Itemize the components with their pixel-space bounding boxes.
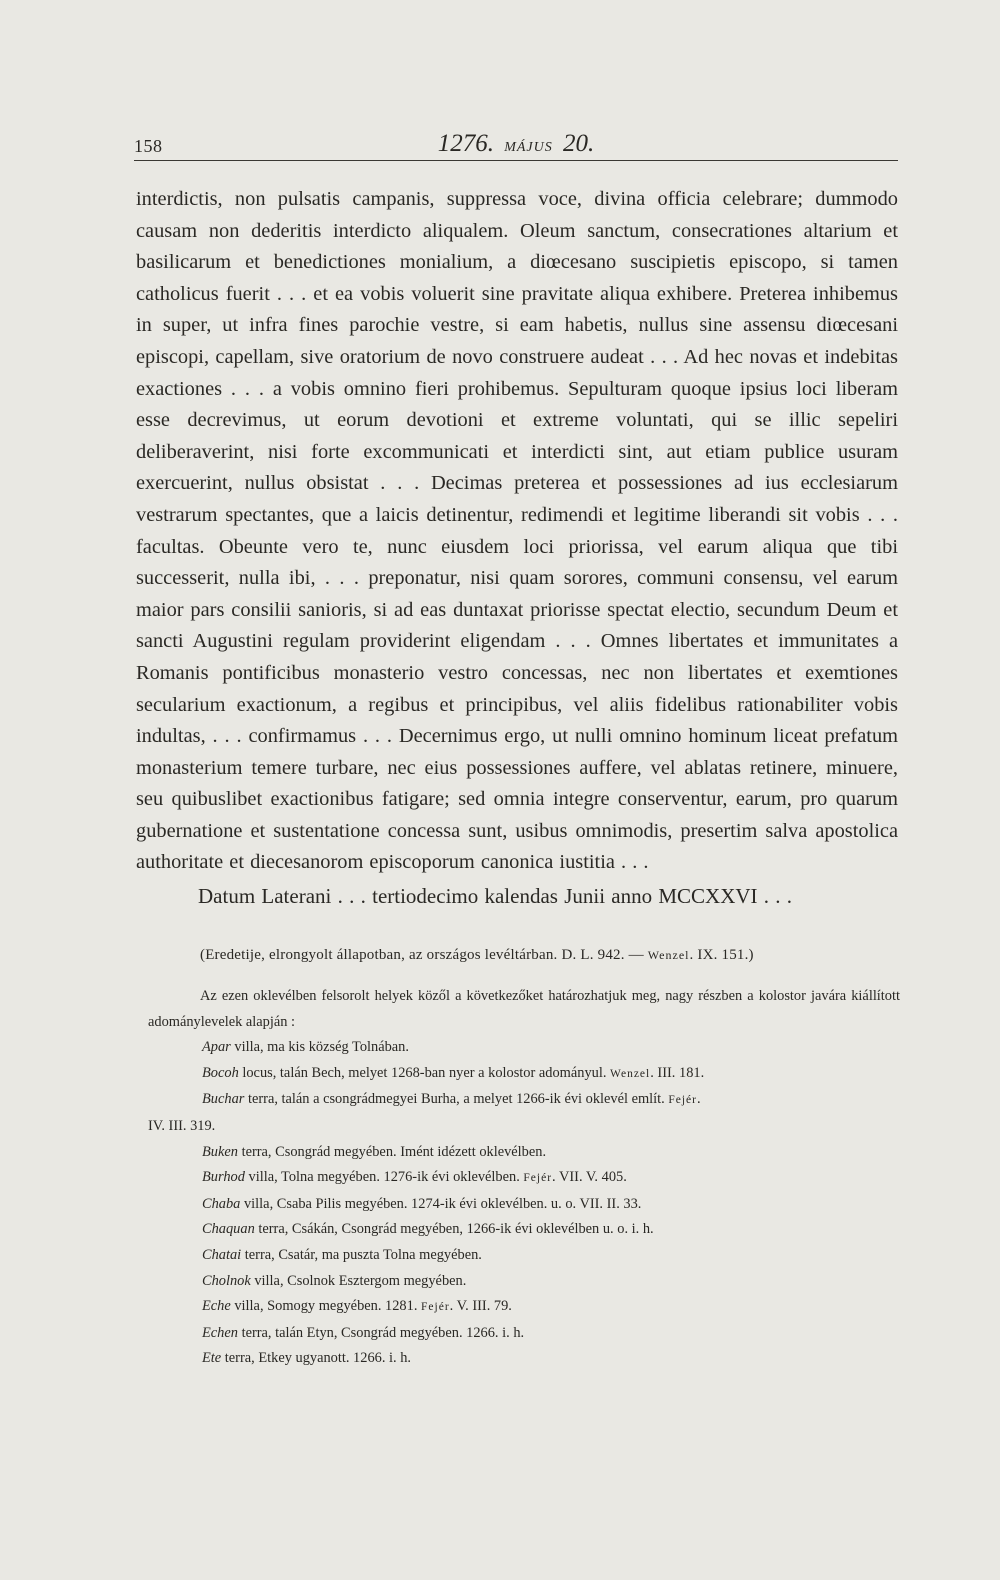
place-term: Cholnok (202, 1272, 251, 1289)
reference-author: Fejér (523, 1172, 553, 1185)
place-term: Chaba (202, 1195, 241, 1212)
running-head (134, 130, 898, 158)
place-term: Ete (202, 1350, 222, 1367)
place-entry (148, 1346, 900, 1372)
place-term: Bocoh (202, 1064, 239, 1081)
charter-paragraph: interdictis, non pulsatis campanis, suppressa voce, divina officia celebrare; dummodo causam non dederitis interdicto aliqualem. Oleum sanctum, consecrationes altarium et basilicarum et benedictiones monialium, a diœcesano suscipietis episcopo, si tamen catholicus fuerit . . . et ea vobis voluerit sine pravitate aliqua exhibere. Preterea inhibemus in super, ut infra fines parochie vestre, si eam habetis, nullus sine assensu diœcesani episcopi, capellam, sive oratorium de novo construere audeat . . . Ad hec novas et indebitas exactiones . . . a vobis omnino fieri prohibemus. Sepulturam quoque ipsius loci liberam esse decrevimus, ut eorum devotioni et extreme voluntati, qui se illic sepeliri deliberaverint, nisi forte excommunicati et interdicti sint, aut etiam publice usuram exercuerint, nullus obsistat . . . Decimas preterea et possessiones ad ius ecclesiarum vestrarum spectantes, que a laicis detinentur, redimendi et legitime liberandi sit vobis . . . facultas. Obeunte vero te, nunc eiusdem loci priorissa, vel earum aliqua que tibi successerit, nulla ibi, . . . preponatur, nisi quam sorores, communi consensu, vel earum maior pars consilii sanioris, si ad eas duntaxat priorisse spectat electio, secundum Deum et sancti Augustini regulam providerint eligendam . . . Omnes libertates et immunitates a Romanis pontificibus monasterio vestro concessas, nec non libertates et exemtiones secularium exactionum, a regibus et principibus, vel aliis fidelibus rationabiliter vobis indultas, . . . confirmamus . . . Decernimus ergo, ut nulli omnino hominum liceat prefatum monasterium temere turbare, nec eius possessiones auffere, vel ablatas retinere, minuere, seu quibuslibet exactionibus fatigare; sed omnia integre conserventur, earum, pro quarum gubernatione et sustentatione concessa sunt, usibus omnimodis, presertim salva apostolica authoritate et diecesanorom episcoporum canonica iustitia . . . (136, 188, 898, 874)
place-term: Burhod (202, 1169, 245, 1186)
source-note-text: (Eredetije, elrongyolt állapotban, az országos levéltárban. D. L. 942. — (200, 947, 648, 963)
place-name-list (148, 1035, 900, 1372)
place-entry (148, 1035, 900, 1061)
place-entry (148, 1192, 900, 1218)
place-term: Chatai (202, 1246, 242, 1263)
place-entry (148, 1061, 900, 1088)
place-description: villa, Csolnok Esztergom megyében. (250, 1272, 467, 1289)
reference-author: Wenzel (610, 1067, 651, 1080)
place-term: Echen (202, 1324, 238, 1341)
place-description: villa, ma kis község Tolnában. (230, 1039, 409, 1056)
datum-line: Datum Laterani . . . tertiodecimo kalendas Junii anno MCCXXVI . . . (198, 884, 793, 909)
charter-text (136, 184, 898, 913)
place-description: terra, Csongrád megyében. Imént idézett oklevélben. (237, 1143, 547, 1160)
place-description: villa, Csaba Pilis megyében. 1274-ik évi oklevélben. u. o. VII. II. 33. (240, 1195, 642, 1212)
place-term: Chaquan (202, 1221, 255, 1238)
page-number: 158 (134, 136, 163, 156)
running-head-day: 20. (563, 130, 595, 157)
place-description: terra, talán Etyn, Csongrád megyében. 1266. i. h. (237, 1324, 525, 1341)
reference-author: Fejér (421, 1301, 450, 1314)
place-description: terra, talán a csongrádmegyei Burha, a melyet 1266-ik évi oklevél említ. (244, 1091, 669, 1108)
place-entry (148, 1294, 900, 1321)
reference-citation: . V. III. 79. (449, 1298, 512, 1315)
commentary (148, 984, 900, 1372)
place-term: Eche (202, 1298, 231, 1315)
running-head-year: 1276. (437, 130, 494, 157)
place-description: villa, Somogy megyében. 1281. (230, 1298, 422, 1315)
reference-continuation: IV. III. 319. (148, 1117, 216, 1134)
page-header (134, 126, 898, 161)
place-term: Buchar (202, 1091, 245, 1108)
place-entry (148, 1217, 900, 1243)
commentary-intro: Az ezen oklevélben felsorolt helyek közől a következőket határozhatjuk meg, nagy részben a kolostor javára kiállított adománylevelek alapján : (148, 988, 900, 1030)
reference-citation: . (697, 1091, 701, 1108)
place-term: Buken (202, 1143, 238, 1160)
place-entry (148, 1087, 900, 1139)
place-entry (148, 1140, 900, 1166)
source-note (200, 944, 900, 966)
place-entry (148, 1243, 900, 1269)
place-description: terra, Etkey ugyanott. 1266. i. h. (221, 1350, 412, 1367)
running-head-month: MÁJUS (504, 140, 553, 155)
reference-citation: . III. 181. (650, 1064, 705, 1081)
place-entry (148, 1269, 900, 1295)
source-note-author: Wenzel (647, 948, 690, 962)
place-description: locus, talán Bech, melyet 1268-ban nyer a kolostor adományul. (238, 1064, 611, 1081)
place-term: Apar (202, 1039, 231, 1056)
reference-author: Fejér (668, 1094, 697, 1107)
place-description: villa, Tolna megyében. 1276-ik évi oklevélben. (244, 1169, 524, 1186)
place-description: terra, Csatár, ma puszta Tolna megyében. (241, 1246, 482, 1263)
place-description: terra, Csákán, Csongrád megyében, 1266-ik évi oklevélben u. o. i. h. (254, 1221, 654, 1238)
reference-citation: . VII. V. 405. (552, 1169, 627, 1186)
place-entry (148, 1321, 900, 1347)
place-entry (148, 1165, 900, 1192)
source-note-ref: . IX. 151.) (689, 947, 754, 963)
